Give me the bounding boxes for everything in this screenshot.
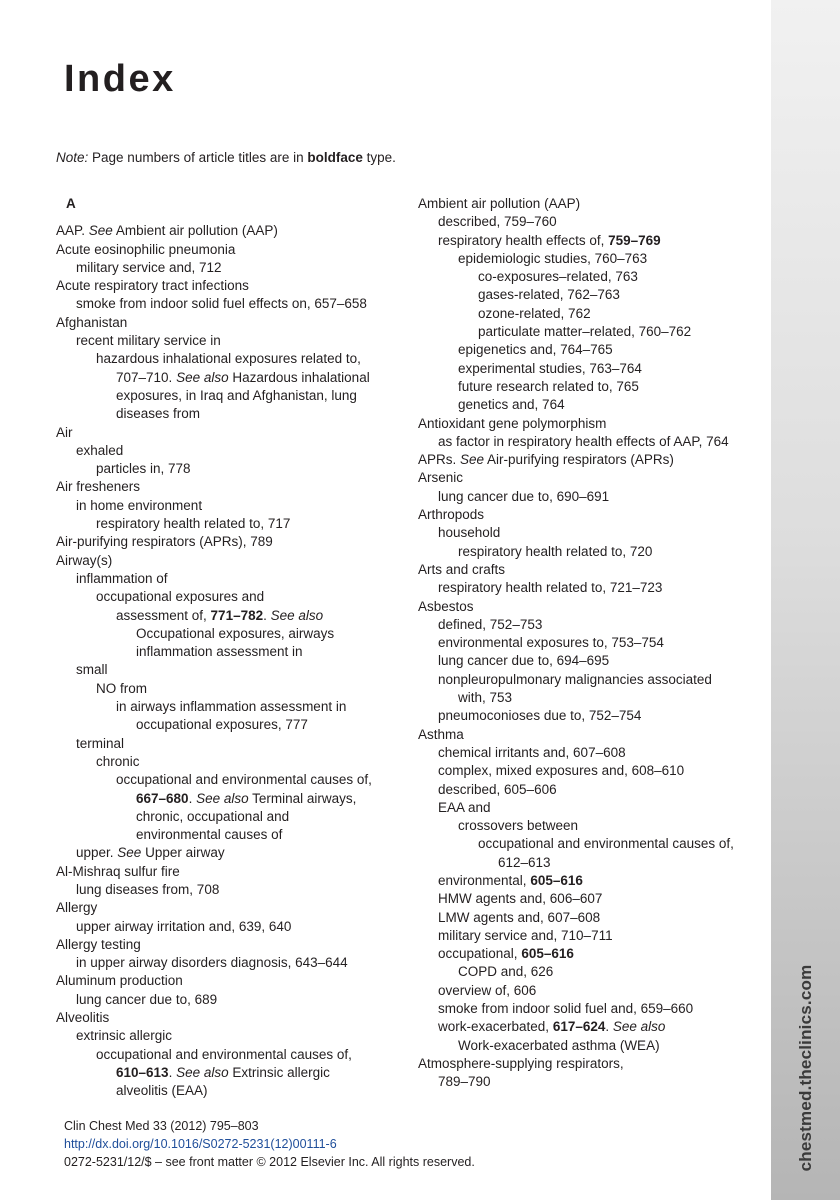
index-subentry xyxy=(56,844,401,862)
index-subentry: experimental studies, 763–764 xyxy=(458,360,642,376)
index-entry: Arts and crafts xyxy=(418,561,506,577)
index-subentry: in airways inflammation assessment in xyxy=(116,699,347,715)
index-subentry: HMW agents and, 606–607 xyxy=(438,891,603,907)
entry-text: Upper airway xyxy=(141,845,225,861)
index-subentry: exposures, in Iraq and Afghanistan, lung xyxy=(116,387,357,403)
index-subentry: alveolitis (EAA) xyxy=(116,1083,208,1099)
entry-text: work-exacerbated, xyxy=(438,1019,553,1035)
index-subentry xyxy=(418,945,763,963)
note-label: Note: xyxy=(56,150,89,165)
index-subentry: military service and, 712 xyxy=(76,259,222,275)
index-subentry: ozone-related, 762 xyxy=(478,305,591,321)
article-pages-bold: 605–616 xyxy=(521,946,574,962)
index-subentry: household xyxy=(438,525,501,541)
index-entry: Allergy testing xyxy=(56,936,141,952)
index-section-letter: A xyxy=(66,196,76,211)
index-subentry: described, 605–606 xyxy=(438,781,557,797)
doi-link[interactable]: http://dx.doi.org/10.1016/S0272-5231(12)00111-6 xyxy=(64,1137,337,1151)
index-subentry: hazardous inhalational exposures related to, xyxy=(96,351,361,367)
index-subentry: inflammation assessment in xyxy=(136,644,303,660)
index-subentry xyxy=(56,369,401,387)
index-subentry: particulate matter–related, 760–762 xyxy=(478,324,692,340)
index-subentry: occupational exposures, 777 xyxy=(136,717,308,733)
index-entry: Antioxidant gene polymorphism xyxy=(418,415,607,431)
index-subentry: terminal xyxy=(76,735,125,751)
index-subentry: respiratory health related to, 717 xyxy=(96,516,291,532)
entry-text: Extrinsic allergic xyxy=(228,1064,330,1080)
page-footer xyxy=(64,1117,475,1171)
journal-citation: Clin Chest Med 33 (2012) 795–803 xyxy=(64,1119,259,1133)
index-entry: Al-Mishraq sulfur fire xyxy=(56,863,180,879)
cross-reference-label: See also xyxy=(612,1019,666,1035)
index-subentry: upper airway irritation and, 639, 640 xyxy=(76,918,292,934)
entry-text: Ambient air pollution (AAP) xyxy=(112,223,278,239)
index-subentry: future research related to, 765 xyxy=(458,378,639,394)
index-entry: Acute eosinophilic pneumonia xyxy=(56,241,236,257)
cross-reference-label: See also xyxy=(270,607,324,623)
index-subentry: 612–613 xyxy=(498,854,551,870)
index-subentry: epidemiologic studies, 760–763 xyxy=(458,250,648,266)
index-subentry: epigenetics and, 764–765 xyxy=(458,342,613,358)
index-subentry: environmental exposures to, 753–754 xyxy=(438,635,664,651)
index-subentry: occupational and environmental causes of, xyxy=(116,772,372,788)
index-subentry: defined, 752–753 xyxy=(438,616,543,632)
article-pages-bold: 617–624 xyxy=(552,1019,606,1035)
index-subentry: smoke from indoor solid fuel and, 659–660 xyxy=(438,1001,694,1017)
index-subentry: 789–790 xyxy=(438,1074,491,1090)
entry-text: . xyxy=(168,1064,177,1080)
index-subentry: extrinsic allergic xyxy=(76,1028,173,1044)
index-subentry: occupational and environmental causes of, xyxy=(478,836,734,852)
index-subentry: occupational and environmental causes of, xyxy=(96,1046,352,1062)
entry-text: upper. xyxy=(76,845,118,861)
index-subentry: described, 759–760 xyxy=(438,214,557,230)
index-subentry: in home environment xyxy=(76,497,203,513)
article-pages-bold: 667–680 xyxy=(136,790,189,806)
index-subentry: lung cancer due to, 694–695 xyxy=(438,653,610,669)
index-subentry: nonpleuropulmonary malignancies associated xyxy=(438,671,712,687)
index-entry: Air xyxy=(56,424,73,440)
index-subentry: respiratory health related to, 720 xyxy=(458,543,653,559)
index-subentry: particles in, 778 xyxy=(96,461,191,477)
index-subentry: chemical irritants and, 607–608 xyxy=(438,744,626,760)
index-column-right xyxy=(418,195,763,1092)
entry-text: 707–710. xyxy=(116,369,177,385)
index-subentry: NO from xyxy=(96,680,148,696)
index-subentry xyxy=(418,1018,763,1036)
note-bold-word: boldface xyxy=(307,150,363,165)
entry-text: environmental, xyxy=(438,872,531,888)
index-subentry: military service and, 710–711 xyxy=(438,927,613,943)
index-subentry: smoke from indoor solid fuel effects on, 657–658 xyxy=(76,296,367,312)
index-entry: Afghanistan xyxy=(56,314,128,330)
index-subentry xyxy=(418,872,763,890)
index-subentry: in upper airway disorders diagnosis, 643–644 xyxy=(76,955,348,971)
index-entry: Air fresheners xyxy=(56,479,141,495)
index-subentry xyxy=(56,607,401,625)
article-pages-bold: 610–613 xyxy=(116,1064,169,1080)
entry-text: . xyxy=(605,1019,613,1035)
index-subentry: as factor in respiratory health effects of AAP, 764 xyxy=(438,433,729,449)
index-subentry: occupational exposures and xyxy=(96,589,265,605)
index-subentry: COPD and, 626 xyxy=(458,964,554,980)
entry-text: Terminal airways, xyxy=(248,790,357,806)
entry-text: Hazardous inhalational xyxy=(228,369,370,385)
index-subentry: pneumoconioses due to, 752–754 xyxy=(438,708,642,724)
index-entry: Ambient air pollution (AAP) xyxy=(418,196,581,211)
index-subentry: lung diseases from, 708 xyxy=(76,881,220,897)
journal-site-url: chestmed.theclinics.com xyxy=(796,964,815,1172)
article-pages-bold: 605–616 xyxy=(530,872,583,888)
index-subentry: LMW agents and, 607–608 xyxy=(438,909,601,925)
index-subentry: recent military service in xyxy=(76,333,221,349)
index-entry: Acute respiratory tract infections xyxy=(56,278,249,294)
index-subentry: diseases from xyxy=(116,406,201,422)
index-subentry: lung cancer due to, 690–691 xyxy=(438,488,610,504)
index-subentry: inflammation of xyxy=(76,570,168,586)
article-pages-bold: 771–782 xyxy=(210,607,264,623)
index-entry: Aluminum production xyxy=(56,973,183,989)
index-subentry: small xyxy=(76,662,108,678)
index-entry: Alveolitis xyxy=(56,1010,110,1026)
article-pages-bold: 759–769 xyxy=(608,232,661,248)
index-subentry: gases-related, 762–763 xyxy=(478,287,620,303)
entry-text: Air-purifying respirators (APRs) xyxy=(484,452,674,468)
entry-text: occupational, xyxy=(438,946,522,962)
index-entry: Airway(s) xyxy=(56,552,113,568)
cross-reference-label: See also xyxy=(176,369,229,385)
index-subentry xyxy=(418,232,763,250)
entry-text: . xyxy=(263,607,271,623)
index-subentry: complex, mixed exposures and, 608–610 xyxy=(438,763,685,779)
copyright-line: 0272-5231/12/$ – see front matter © 2012 Elsevier Inc. All rights reserved. xyxy=(64,1155,475,1169)
index-subentry: respiratory health related to, 721–723 xyxy=(438,580,663,596)
index-subentry: crossovers between xyxy=(458,818,579,834)
cross-reference-label: See xyxy=(460,452,485,468)
page-title: Index xyxy=(64,58,176,100)
note-text-post: type. xyxy=(362,150,396,165)
note-text-pre: Page numbers of article titles are in xyxy=(88,150,308,165)
index-subentry: environmental causes of xyxy=(136,827,283,843)
index-entry: Asbestos xyxy=(418,598,474,614)
index-subentry: chronic xyxy=(96,753,140,769)
entry-text: respiratory health effects of, xyxy=(438,232,609,248)
index-subentry xyxy=(56,790,401,808)
cross-reference-label: See xyxy=(117,845,142,861)
index-subentry: EAA and xyxy=(438,799,491,815)
index-column-left xyxy=(56,195,401,1101)
index-subentry: co-exposures–related, 763 xyxy=(478,269,638,285)
index-entry: Arthropods xyxy=(418,507,485,523)
index-subentry: with, 753 xyxy=(458,690,513,706)
index-subentry: overview of, 606 xyxy=(438,982,537,998)
index-entry: Allergy xyxy=(56,900,98,916)
index-entry: Arsenic xyxy=(418,470,464,486)
entry-text: AAP. xyxy=(56,223,89,239)
index-entry: Atmosphere-supplying respirators, xyxy=(418,1055,624,1071)
entry-text: assessment of, xyxy=(116,607,211,623)
index-subentry: chronic, occupational and xyxy=(136,808,290,824)
index-subentry: genetics and, 764 xyxy=(458,397,565,413)
index-subentry: Occupational exposures, airways xyxy=(136,625,335,641)
index-entry: Air-purifying respirators (APRs), 789 xyxy=(56,534,273,550)
index-entry xyxy=(56,222,401,240)
index-subentry: exhaled xyxy=(76,442,124,458)
index-subentry: Work-exacerbated asthma (WEA) xyxy=(458,1037,660,1053)
cross-reference-label: See xyxy=(88,223,113,239)
index-subentry: lung cancer due to, 689 xyxy=(76,991,218,1007)
cross-reference-label: See also xyxy=(196,790,249,806)
boldface-note xyxy=(56,149,396,167)
cross-reference-label: See also xyxy=(176,1064,229,1080)
entry-text: APRs. xyxy=(418,452,461,468)
index-entry xyxy=(418,451,763,469)
index-subentry xyxy=(56,1064,401,1082)
index-entry: Asthma xyxy=(418,726,464,742)
entry-text: . xyxy=(188,790,197,806)
